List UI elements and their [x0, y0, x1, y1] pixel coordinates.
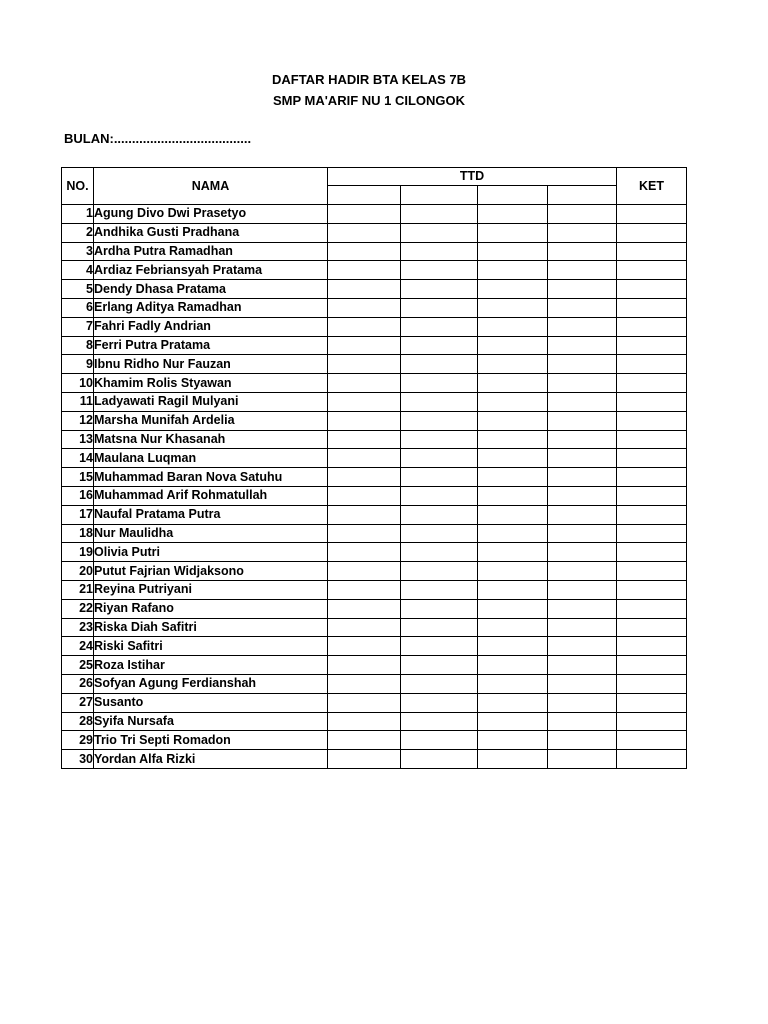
- signature-cell-1: [328, 712, 401, 731]
- row-number: 8: [62, 336, 94, 355]
- row-number: 25: [62, 656, 94, 675]
- signature-cell-4: [548, 280, 617, 299]
- signature-cell-4: [548, 298, 617, 317]
- signature-cell-3: [478, 242, 548, 261]
- table-row: [62, 674, 687, 693]
- signature-cell-3: [478, 674, 548, 693]
- ket-cell: [617, 298, 687, 317]
- signature-cell-4: [548, 355, 617, 374]
- ket-cell: [617, 355, 687, 374]
- ket-cell: [617, 750, 687, 769]
- student-name: Susanto: [94, 693, 328, 712]
- signature-cell-3: [478, 261, 548, 280]
- student-name: Ibnu Ridho Nur Fauzan: [94, 355, 328, 374]
- row-number: 10: [62, 374, 94, 393]
- ket-cell: [617, 392, 687, 411]
- signature-cell-2: [401, 693, 478, 712]
- signature-cell-3: [478, 430, 548, 449]
- signature-cell-4: [548, 505, 617, 524]
- signature-cell-1: [328, 280, 401, 299]
- attendance-rows: [62, 205, 687, 769]
- student-name: Marsha Munifah Ardelia: [94, 411, 328, 430]
- student-name: Ferri Putra Pratama: [94, 336, 328, 355]
- student-name: Ardiaz Febriansyah Pratama: [94, 261, 328, 280]
- ket-cell: [617, 562, 687, 581]
- signature-cell-4: [548, 205, 617, 224]
- signature-cell-3: [478, 298, 548, 317]
- signature-cell-1: [328, 336, 401, 355]
- ket-cell: [617, 374, 687, 393]
- signature-cell-4: [548, 486, 617, 505]
- row-number: 20: [62, 562, 94, 581]
- signature-cell-1: [328, 656, 401, 675]
- signature-cell-1: [328, 562, 401, 581]
- ket-cell: [617, 618, 687, 637]
- table-row: [62, 750, 687, 769]
- table-row: [62, 355, 687, 374]
- table-row: [62, 298, 687, 317]
- signature-cell-4: [548, 430, 617, 449]
- school-name: SMP MA'ARIF NU 1 CILONGOK: [272, 93, 466, 108]
- signature-cell-3: [478, 280, 548, 299]
- row-number: 7: [62, 317, 94, 336]
- signature-cell-1: [328, 543, 401, 562]
- signature-cell-3: [478, 449, 548, 468]
- signature-cell-4: [548, 618, 617, 637]
- table-row: [62, 261, 687, 280]
- signature-cell-3: [478, 223, 548, 242]
- student-name: Riska Diah Safitri: [94, 618, 328, 637]
- signature-cell-1: [328, 580, 401, 599]
- row-number: 26: [62, 674, 94, 693]
- ttd-subcolumn-2: [401, 186, 478, 205]
- signature-cell-3: [478, 468, 548, 487]
- signature-cell-2: [401, 750, 478, 769]
- row-number: 22: [62, 599, 94, 618]
- table-row: [62, 580, 687, 599]
- signature-cell-4: [548, 731, 617, 750]
- signature-cell-4: [548, 317, 617, 336]
- table-row: [62, 731, 687, 750]
- column-header-no: NO.: [62, 168, 94, 205]
- ket-cell: [617, 261, 687, 280]
- ket-cell: [617, 468, 687, 487]
- signature-cell-2: [401, 392, 478, 411]
- signature-cell-3: [478, 486, 548, 505]
- table-row: [62, 505, 687, 524]
- column-header-nama: NAMA: [94, 168, 328, 205]
- signature-cell-2: [401, 637, 478, 656]
- signature-cell-3: [478, 374, 548, 393]
- ket-cell: [617, 599, 687, 618]
- signature-cell-2: [401, 486, 478, 505]
- table-row: [62, 468, 687, 487]
- student-name: Agung Divo Dwi Prasetyo: [94, 205, 328, 224]
- row-number: 9: [62, 355, 94, 374]
- signature-cell-2: [401, 355, 478, 374]
- student-name: Riyan Rafano: [94, 599, 328, 618]
- row-number: 24: [62, 637, 94, 656]
- table-row: [62, 430, 687, 449]
- signature-cell-4: [548, 336, 617, 355]
- signature-cell-4: [548, 656, 617, 675]
- signature-cell-1: [328, 486, 401, 505]
- signature-cell-4: [548, 392, 617, 411]
- signature-cell-2: [401, 599, 478, 618]
- row-number: 23: [62, 618, 94, 637]
- signature-cell-2: [401, 261, 478, 280]
- signature-cell-3: [478, 580, 548, 599]
- student-name: Syifa Nursafa: [94, 712, 328, 731]
- ket-cell: [617, 637, 687, 656]
- ket-cell: [617, 411, 687, 430]
- signature-cell-1: [328, 674, 401, 693]
- signature-cell-1: [328, 223, 401, 242]
- ttd-subcolumn-1: [328, 186, 401, 205]
- signature-cell-4: [548, 242, 617, 261]
- ket-cell: [617, 336, 687, 355]
- signature-cell-2: [401, 449, 478, 468]
- signature-cell-2: [401, 524, 478, 543]
- student-name: Reyina Putriyani: [94, 580, 328, 599]
- ket-cell: [617, 205, 687, 224]
- table-row: [62, 656, 687, 675]
- table-row: [62, 336, 687, 355]
- ket-cell: [617, 449, 687, 468]
- signature-cell-2: [401, 298, 478, 317]
- ket-cell: [617, 486, 687, 505]
- table-row: [62, 223, 687, 242]
- signature-cell-3: [478, 750, 548, 769]
- signature-cell-3: [478, 505, 548, 524]
- signature-cell-1: [328, 355, 401, 374]
- signature-cell-3: [478, 336, 548, 355]
- student-name: Ardha Putra Ramadhan: [94, 242, 328, 261]
- signature-cell-3: [478, 618, 548, 637]
- signature-cell-1: [328, 637, 401, 656]
- row-number: 4: [62, 261, 94, 280]
- ket-cell: [617, 712, 687, 731]
- table-row: [62, 543, 687, 562]
- signature-cell-2: [401, 280, 478, 299]
- table-row: [62, 599, 687, 618]
- row-number: 21: [62, 580, 94, 599]
- ket-cell: [617, 242, 687, 261]
- signature-cell-1: [328, 731, 401, 750]
- ket-cell: [617, 656, 687, 675]
- ket-cell: [617, 430, 687, 449]
- signature-cell-3: [478, 205, 548, 224]
- signature-cell-3: [478, 656, 548, 675]
- signature-cell-1: [328, 374, 401, 393]
- signature-cell-2: [401, 430, 478, 449]
- table-row: [62, 205, 687, 224]
- row-number: 18: [62, 524, 94, 543]
- ket-cell: [617, 693, 687, 712]
- ttd-subcolumn-3: [478, 186, 548, 205]
- signature-cell-3: [478, 543, 548, 562]
- row-number: 29: [62, 731, 94, 750]
- signature-cell-1: [328, 468, 401, 487]
- signature-cell-4: [548, 562, 617, 581]
- table-row: [62, 242, 687, 261]
- column-header-ttd: TTD: [328, 168, 617, 186]
- signature-cell-3: [478, 693, 548, 712]
- student-name: Fahri Fadly Andrian: [94, 317, 328, 336]
- signature-cell-2: [401, 580, 478, 599]
- signature-cell-4: [548, 449, 617, 468]
- signature-cell-3: [478, 599, 548, 618]
- row-number: 30: [62, 750, 94, 769]
- student-name: Muhammad Baran Nova Satuhu: [94, 468, 328, 487]
- signature-cell-1: [328, 618, 401, 637]
- ket-cell: [617, 317, 687, 336]
- table-row: [62, 618, 687, 637]
- signature-cell-4: [548, 580, 617, 599]
- ket-cell: [617, 280, 687, 299]
- signature-cell-4: [548, 468, 617, 487]
- table-row: [62, 524, 687, 543]
- signature-cell-4: [548, 637, 617, 656]
- ket-cell: [617, 674, 687, 693]
- ttd-subcolumn-4: [548, 186, 617, 205]
- student-name: Maulana Luqman: [94, 449, 328, 468]
- ket-cell: [617, 543, 687, 562]
- signature-cell-4: [548, 223, 617, 242]
- row-number: 19: [62, 543, 94, 562]
- table-row: [62, 317, 687, 336]
- row-number: 5: [62, 280, 94, 299]
- signature-cell-2: [401, 411, 478, 430]
- signature-cell-4: [548, 524, 617, 543]
- signature-cell-3: [478, 411, 548, 430]
- signature-cell-2: [401, 712, 478, 731]
- month-field-label: BULAN:......................................: [64, 131, 252, 146]
- signature-cell-4: [548, 374, 617, 393]
- row-number: 1: [62, 205, 94, 224]
- signature-cell-1: [328, 317, 401, 336]
- signature-cell-3: [478, 524, 548, 543]
- table-row: [62, 374, 687, 393]
- signature-cell-2: [401, 674, 478, 693]
- signature-cell-1: [328, 693, 401, 712]
- signature-cell-1: [328, 411, 401, 430]
- student-name: Putut Fajrian Widjaksono: [94, 562, 328, 581]
- signature-cell-2: [401, 562, 478, 581]
- student-name: Ladyawati Ragil Mulyani: [94, 392, 328, 411]
- student-name: Erlang Aditya Ramadhan: [94, 298, 328, 317]
- signature-cell-3: [478, 731, 548, 750]
- student-name: Roza Istihar: [94, 656, 328, 675]
- row-number: 13: [62, 430, 94, 449]
- signature-cell-3: [478, 392, 548, 411]
- student-name: Dendy Dhasa Pratama: [94, 280, 328, 299]
- signature-cell-1: [328, 242, 401, 261]
- signature-cell-3: [478, 712, 548, 731]
- signature-cell-1: [328, 261, 401, 280]
- student-name: Yordan Alfa Rizki: [94, 750, 328, 769]
- row-number: 14: [62, 449, 94, 468]
- row-number: 11: [62, 392, 94, 411]
- document-title: DAFTAR HADIR BTA KELAS 7B: [271, 72, 467, 87]
- signature-cell-2: [401, 223, 478, 242]
- signature-cell-3: [478, 637, 548, 656]
- row-number: 16: [62, 486, 94, 505]
- table-row: [62, 411, 687, 430]
- signature-cell-2: [401, 336, 478, 355]
- student-name: Nur Maulidha: [94, 524, 328, 543]
- student-name: Muhammad Arif Rohmatullah: [94, 486, 328, 505]
- signature-cell-4: [548, 411, 617, 430]
- signature-cell-1: [328, 750, 401, 769]
- student-name: Matsna Nur Khasanah: [94, 430, 328, 449]
- signature-cell-3: [478, 317, 548, 336]
- signature-cell-2: [401, 374, 478, 393]
- student-name: Naufal Pratama Putra: [94, 505, 328, 524]
- table-row: [62, 449, 687, 468]
- table-row: [62, 486, 687, 505]
- attendance-table: [61, 167, 687, 769]
- signature-cell-4: [548, 693, 617, 712]
- signature-cell-1: [328, 524, 401, 543]
- table-row: [62, 693, 687, 712]
- row-number: 3: [62, 242, 94, 261]
- row-number: 27: [62, 693, 94, 712]
- signature-cell-1: [328, 298, 401, 317]
- row-number: 17: [62, 505, 94, 524]
- signature-cell-1: [328, 505, 401, 524]
- column-header-ket: KET: [617, 168, 687, 205]
- signature-cell-3: [478, 355, 548, 374]
- signature-cell-2: [401, 205, 478, 224]
- ket-cell: [617, 731, 687, 750]
- signature-cell-3: [478, 562, 548, 581]
- student-name: Riski Safitri: [94, 637, 328, 656]
- signature-cell-2: [401, 317, 478, 336]
- signature-cell-4: [548, 750, 617, 769]
- signature-cell-4: [548, 543, 617, 562]
- table-row: [62, 562, 687, 581]
- table-row: [62, 637, 687, 656]
- signature-cell-2: [401, 505, 478, 524]
- ket-cell: [617, 580, 687, 599]
- row-number: 28: [62, 712, 94, 731]
- row-number: 12: [62, 411, 94, 430]
- signature-cell-4: [548, 599, 617, 618]
- signature-cell-4: [548, 261, 617, 280]
- signature-cell-1: [328, 599, 401, 618]
- signature-cell-2: [401, 618, 478, 637]
- table-row: [62, 712, 687, 731]
- signature-cell-2: [401, 731, 478, 750]
- signature-cell-2: [401, 468, 478, 487]
- row-number: 15: [62, 468, 94, 487]
- signature-cell-1: [328, 205, 401, 224]
- student-name: Olivia Putri: [94, 543, 328, 562]
- signature-cell-4: [548, 674, 617, 693]
- signature-cell-1: [328, 392, 401, 411]
- signature-cell-1: [328, 430, 401, 449]
- student-name: Sofyan Agung Ferdianshah: [94, 674, 328, 693]
- ket-cell: [617, 524, 687, 543]
- table-row: [62, 280, 687, 299]
- row-number: 2: [62, 223, 94, 242]
- ket-cell: [617, 505, 687, 524]
- signature-cell-1: [328, 449, 401, 468]
- student-name: Khamim Rolis Styawan: [94, 374, 328, 393]
- student-name: Andhika Gusti Pradhana: [94, 223, 328, 242]
- signature-cell-2: [401, 656, 478, 675]
- table-row: [62, 392, 687, 411]
- student-name: Trio Tri Septi Romadon: [94, 731, 328, 750]
- row-number: 6: [62, 298, 94, 317]
- signature-cell-4: [548, 712, 617, 731]
- ket-cell: [617, 223, 687, 242]
- signature-cell-2: [401, 543, 478, 562]
- signature-cell-2: [401, 242, 478, 261]
